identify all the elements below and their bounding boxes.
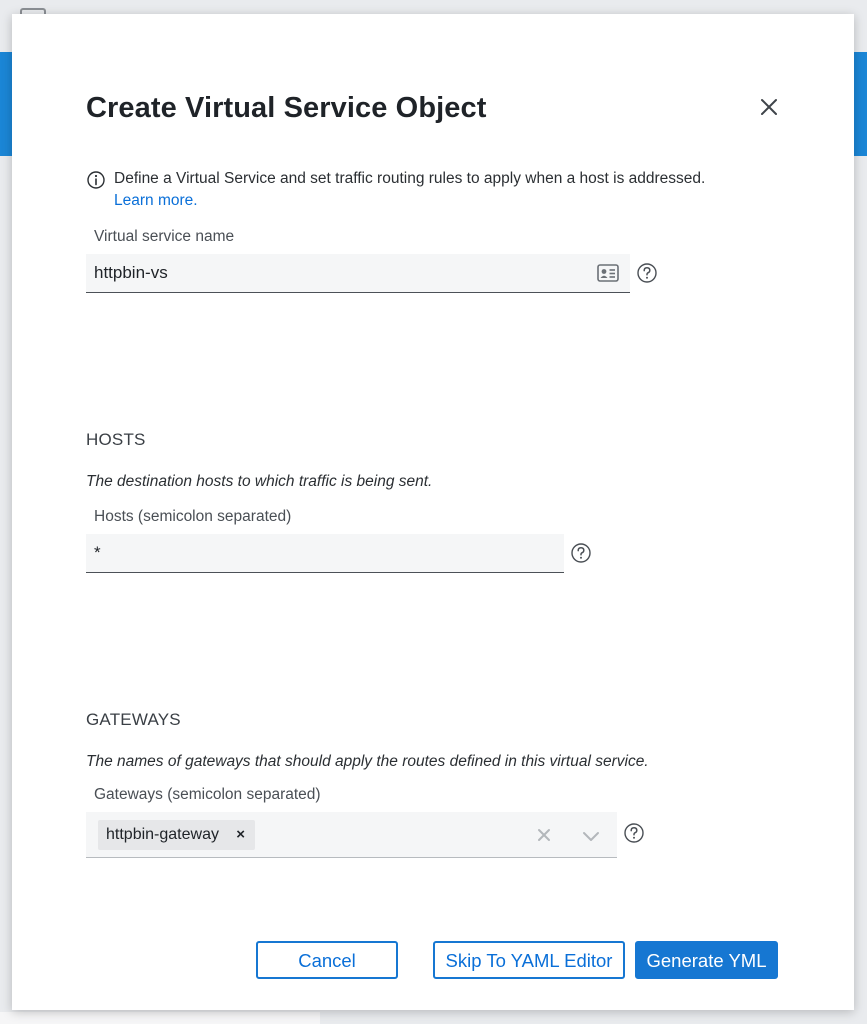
gateways-select[interactable] (86, 812, 617, 858)
clear-icon[interactable] (536, 827, 552, 843)
background-header-right (853, 52, 867, 156)
virtual-service-name-value: httpbin-vs (94, 263, 168, 282)
dialog-title: Create Virtual Service Object (86, 92, 487, 124)
chevron-down-icon[interactable] (582, 830, 600, 842)
close-button[interactable] (756, 94, 782, 120)
gateways-description: The names of gateways that should apply the routes defined in this virtual service. (86, 753, 649, 770)
virtual-service-name-help-icon[interactable] (636, 262, 658, 284)
gateways-heading: GATEWAYS (86, 710, 181, 729)
skip-to-yaml-editor-button[interactable]: Skip To YAML Editor (433, 941, 625, 979)
hosts-heading: HOSTS (86, 430, 146, 449)
gateways-label: Gateways (semicolon separated) (94, 786, 321, 803)
generate-yml-button[interactable]: Generate YML (635, 941, 778, 979)
contact-card-icon[interactable] (597, 264, 619, 282)
virtual-service-name-label: Virtual service name (94, 228, 235, 245)
info-icon (86, 170, 106, 190)
hosts-help-icon[interactable] (570, 542, 592, 564)
gateways-help-icon[interactable] (623, 822, 645, 844)
hosts-value: * (94, 543, 101, 562)
learn-more-link[interactable]: Learn more. (114, 192, 198, 209)
cancel-button[interactable]: Cancel (256, 941, 398, 979)
close-icon (756, 94, 782, 120)
background-header-left (0, 52, 12, 156)
hosts-label: Hosts (semicolon separated) (94, 508, 292, 525)
hosts-description: The destination hosts to which traffic is being sent. (86, 473, 433, 490)
hosts-input[interactable] (86, 534, 564, 573)
gateway-chip-label: httpbin-gateway (106, 826, 219, 843)
virtual-service-name-input[interactable] (86, 254, 630, 293)
create-virtual-service-dialog (12, 14, 854, 1010)
info-description: Define a Virtual Service and set traffic routing rules to apply when a host is addressed. (114, 170, 706, 187)
gateway-chip (98, 820, 255, 850)
background-strip (0, 1012, 320, 1024)
gateway-chip-remove-button[interactable]: × (236, 826, 245, 843)
info-text-block (114, 168, 804, 212)
